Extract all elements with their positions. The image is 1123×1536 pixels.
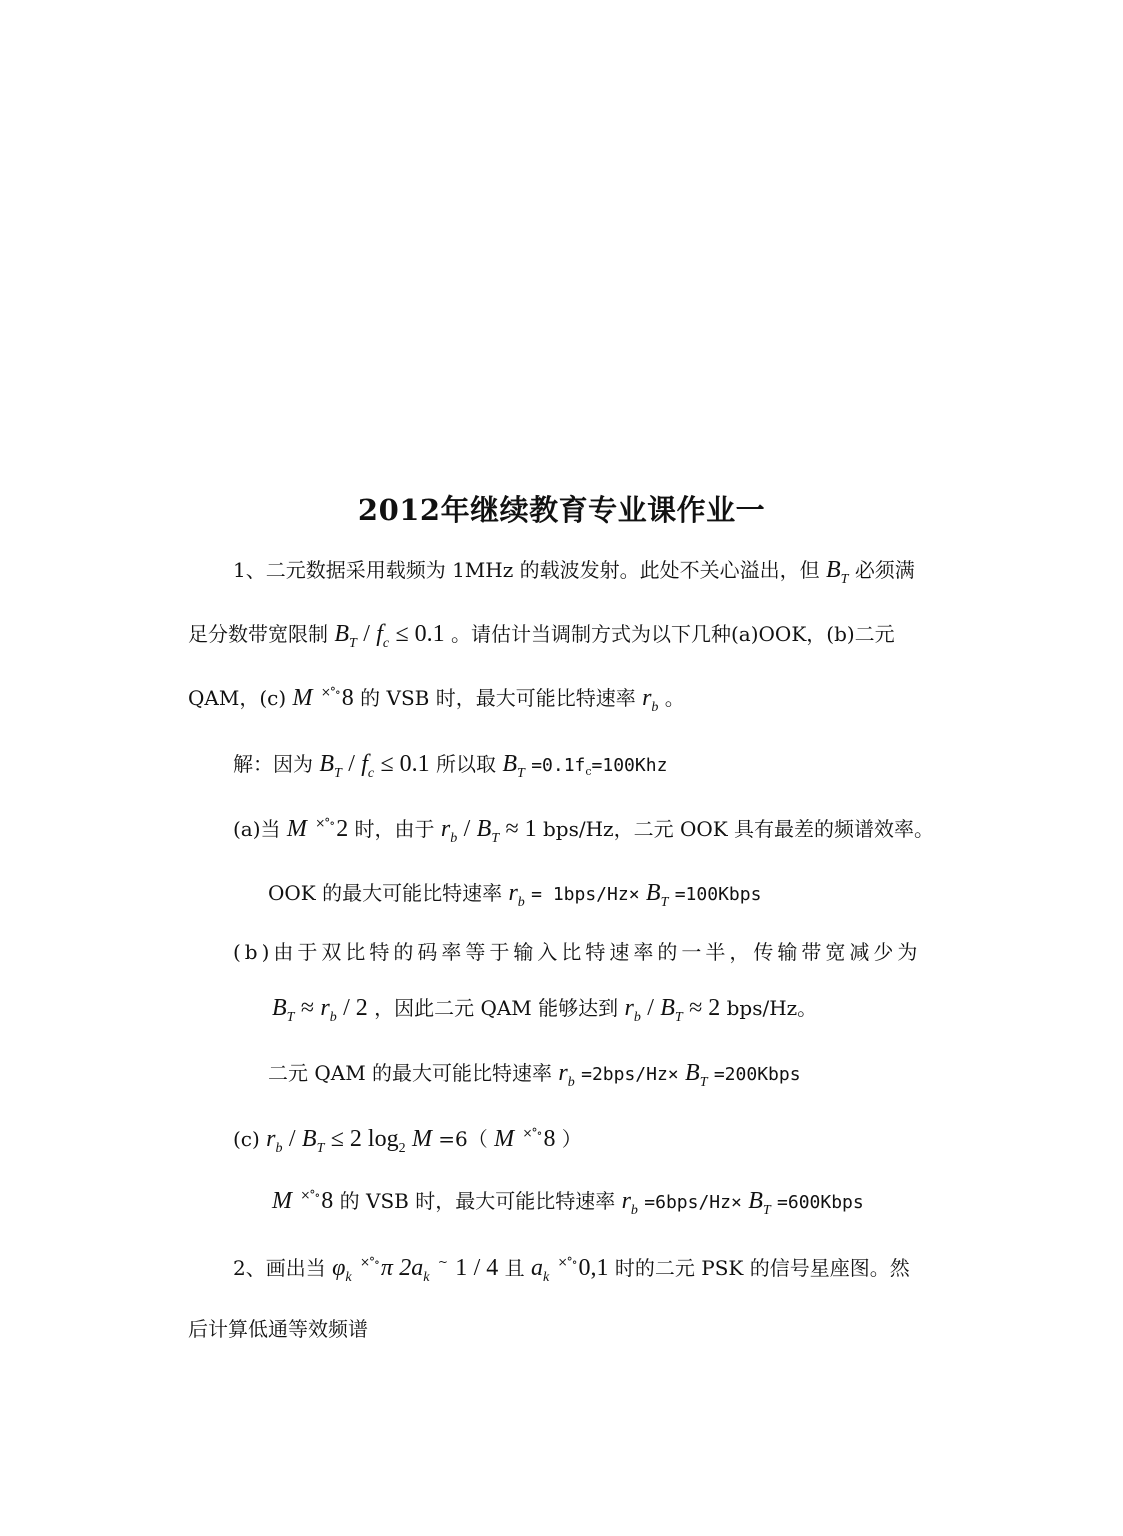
math-r: r bbox=[266, 1126, 276, 1152]
math-B: B bbox=[334, 621, 350, 647]
math-slash: / bbox=[463, 816, 471, 842]
math-B: B bbox=[748, 1188, 763, 1214]
math-T-sub: T bbox=[517, 766, 525, 781]
math-8: 8 bbox=[341, 685, 354, 711]
q2-text: 后计算低通等效频谱 bbox=[188, 1317, 368, 1341]
math-slash: / bbox=[647, 995, 654, 1021]
part-c-text: ） bbox=[561, 1127, 582, 1151]
math-2: 2 bbox=[336, 816, 349, 842]
math-r: r bbox=[621, 1188, 631, 1214]
math-M: M bbox=[292, 685, 313, 711]
sol-text: =100Khz bbox=[591, 755, 668, 776]
part-b-line-2 bbox=[272, 993, 817, 1027]
math-b-sub: b bbox=[567, 1075, 575, 1090]
math-B: B bbox=[825, 557, 841, 583]
math-r: r bbox=[624, 995, 634, 1021]
q1-text: QAM，(c) bbox=[188, 686, 287, 710]
garbled-symbol: ×°∘ bbox=[557, 1255, 577, 1269]
math-T-sub: T bbox=[286, 1010, 295, 1025]
part-b-line-3 bbox=[268, 1058, 801, 1092]
part-b-text: =2bps/Hz× bbox=[581, 1064, 679, 1085]
math-approx: ≈ 2 bbox=[689, 995, 721, 1021]
math-r: r bbox=[508, 880, 518, 906]
math-T-sub: T bbox=[334, 766, 342, 781]
q1-line-3 bbox=[188, 683, 685, 717]
q1-text: 1、二元数据采用载频为 1MHz 的载波发射。此处不关心溢出，但 bbox=[233, 558, 820, 582]
math-k-sub: k bbox=[345, 1270, 352, 1285]
math-c-sub: c bbox=[382, 636, 390, 651]
math-b-sub: b bbox=[329, 1010, 337, 1025]
math-M: M bbox=[272, 1188, 292, 1214]
garbled-symbol: ×°∘ bbox=[300, 1188, 320, 1202]
math-b-sub: b bbox=[450, 831, 458, 846]
math-le: ≤ 0.1 bbox=[380, 751, 430, 777]
sol-text: =0.1f bbox=[531, 755, 586, 776]
solution-line bbox=[233, 749, 667, 783]
math-slash: / bbox=[288, 1126, 296, 1152]
part-a-text: OOK 的最大可能比特速率 bbox=[268, 881, 503, 905]
math-b-sub: b bbox=[633, 1010, 641, 1025]
q2-text: 且 bbox=[504, 1256, 525, 1280]
part-b-text: ，因此二元 QAM 能够达到 bbox=[374, 996, 619, 1020]
q1-line-1 bbox=[233, 555, 915, 589]
math-f: f bbox=[376, 621, 383, 647]
math-B: B bbox=[502, 751, 518, 777]
math-B: B bbox=[301, 1126, 317, 1152]
math-r: r bbox=[558, 1060, 568, 1086]
math-T-sub: T bbox=[491, 831, 500, 846]
part-a-line-1 bbox=[233, 814, 934, 848]
q2-text: 2、画出当 bbox=[233, 1256, 326, 1280]
math-approx: ≈ bbox=[300, 995, 314, 1021]
math-T-sub: T bbox=[699, 1075, 708, 1090]
math-M: M bbox=[494, 1126, 515, 1152]
part-b-text: =200Kbps bbox=[713, 1064, 801, 1085]
garbled-symbol: ×°∘ bbox=[320, 685, 340, 699]
math-div4: / 4 bbox=[473, 1255, 499, 1281]
math-b-sub: b bbox=[275, 1141, 283, 1156]
part-a-text: 时，由于 bbox=[354, 817, 435, 841]
math-B: B bbox=[476, 816, 492, 842]
math-pi: π bbox=[380, 1255, 393, 1281]
q1-text: 。请估计当调制方式为以下几种(a)OOK，(b)二元 bbox=[451, 622, 895, 646]
garbled-symbol: ×°∘ bbox=[359, 1255, 379, 1269]
math-T-sub: T bbox=[349, 636, 357, 651]
q2-line-1 bbox=[233, 1253, 910, 1287]
math-k-sub: k bbox=[543, 1270, 550, 1285]
math-M: M bbox=[286, 816, 307, 842]
q2-text: 时的二元 PSK 的信号星座图。然 bbox=[614, 1256, 910, 1280]
math-slash: / bbox=[348, 751, 355, 777]
math-T-sub: T bbox=[762, 1203, 771, 1218]
math-phi: φ bbox=[332, 1255, 346, 1281]
math-log-sub: 2 bbox=[398, 1141, 406, 1156]
part-c-text: =6（ bbox=[438, 1127, 488, 1151]
math-B: B bbox=[685, 1060, 700, 1086]
math-T-sub: T bbox=[316, 1141, 325, 1156]
math-T-sub: T bbox=[840, 572, 849, 587]
math-B: B bbox=[645, 880, 661, 906]
part-c-text: =6bps/Hz× bbox=[644, 1192, 742, 1213]
part-a-text: bps/Hz，二元 OOK 具有最差的频谱效率。 bbox=[543, 817, 935, 841]
math-div2: / 2 bbox=[343, 995, 368, 1021]
part-c-text: =600Kbps bbox=[777, 1192, 864, 1213]
part-a-text: =100Kbps bbox=[674, 884, 762, 905]
sol-sub: c bbox=[585, 765, 592, 778]
q1-text: 足分数带宽限制 bbox=[188, 622, 328, 646]
part-a-text: = 1bps/Hz× bbox=[531, 884, 640, 905]
q1-text: 的 VSB 时，最大可能比特速率 bbox=[360, 686, 636, 710]
q1-text: 。 bbox=[664, 686, 685, 710]
math-r: r bbox=[440, 816, 451, 842]
part-b-text: bps/Hz。 bbox=[726, 996, 818, 1020]
math-1: 1 bbox=[455, 1255, 468, 1281]
math-a: a bbox=[531, 1255, 544, 1281]
math-T-sub: T bbox=[660, 895, 669, 910]
math-c-sub: c bbox=[367, 766, 375, 781]
math-b-sub: b bbox=[630, 1203, 638, 1218]
sol-text: 解：因为 bbox=[233, 752, 313, 776]
math-k-sub: k bbox=[423, 1270, 430, 1285]
part-b-text: (b)由于双比特的码率等于输入比特速率的一半，传输带宽减少为 bbox=[233, 940, 922, 964]
math-B: B bbox=[272, 995, 287, 1021]
math-M: M bbox=[411, 1126, 432, 1152]
q1-line-2 bbox=[188, 619, 895, 653]
part-b-line-1 bbox=[233, 937, 921, 967]
document-title: 2012年继续教育专业课作业一 bbox=[357, 493, 766, 527]
part-a-line-2 bbox=[268, 878, 761, 912]
math-T-sub: T bbox=[674, 1010, 683, 1025]
math-B: B bbox=[319, 751, 335, 777]
part-c-line-1 bbox=[233, 1124, 582, 1158]
part-c-line-2 bbox=[272, 1186, 864, 1220]
math-slash: / bbox=[363, 621, 370, 647]
math-approx: ≈ 1 bbox=[505, 816, 537, 842]
math-0-1: 0,1 bbox=[578, 1255, 609, 1281]
math-b-sub: b bbox=[517, 895, 525, 910]
part-b-text: 二元 QAM 的最大可能比特速率 bbox=[268, 1061, 553, 1085]
garbled-symbol: ×°∘ bbox=[315, 816, 335, 830]
part-a-text: (a)当 bbox=[233, 817, 281, 841]
math-B: B bbox=[660, 995, 675, 1021]
math-8: 8 bbox=[543, 1126, 556, 1152]
math-le: ≤ 0.1 bbox=[395, 621, 445, 647]
math-b-sub: b bbox=[651, 700, 659, 715]
part-c-text: 的 VSB 时，最大可能比特速率 bbox=[339, 1189, 616, 1213]
math-r: r bbox=[320, 995, 330, 1021]
math-8: 8 bbox=[321, 1188, 334, 1214]
math-2a: 2a bbox=[399, 1255, 424, 1281]
math-log: ≤ 2 log bbox=[330, 1126, 399, 1152]
q2-line-2 bbox=[188, 1314, 368, 1344]
garbled-symbol: ×°∘ bbox=[522, 1126, 542, 1140]
math-r: r bbox=[642, 685, 652, 711]
q1-text: 必须满 bbox=[854, 558, 915, 582]
sol-text: 所以取 bbox=[436, 752, 496, 776]
math-f: f bbox=[361, 751, 368, 777]
math-tilde: ~ bbox=[437, 1255, 447, 1269]
part-c-text: (c) bbox=[233, 1127, 260, 1151]
